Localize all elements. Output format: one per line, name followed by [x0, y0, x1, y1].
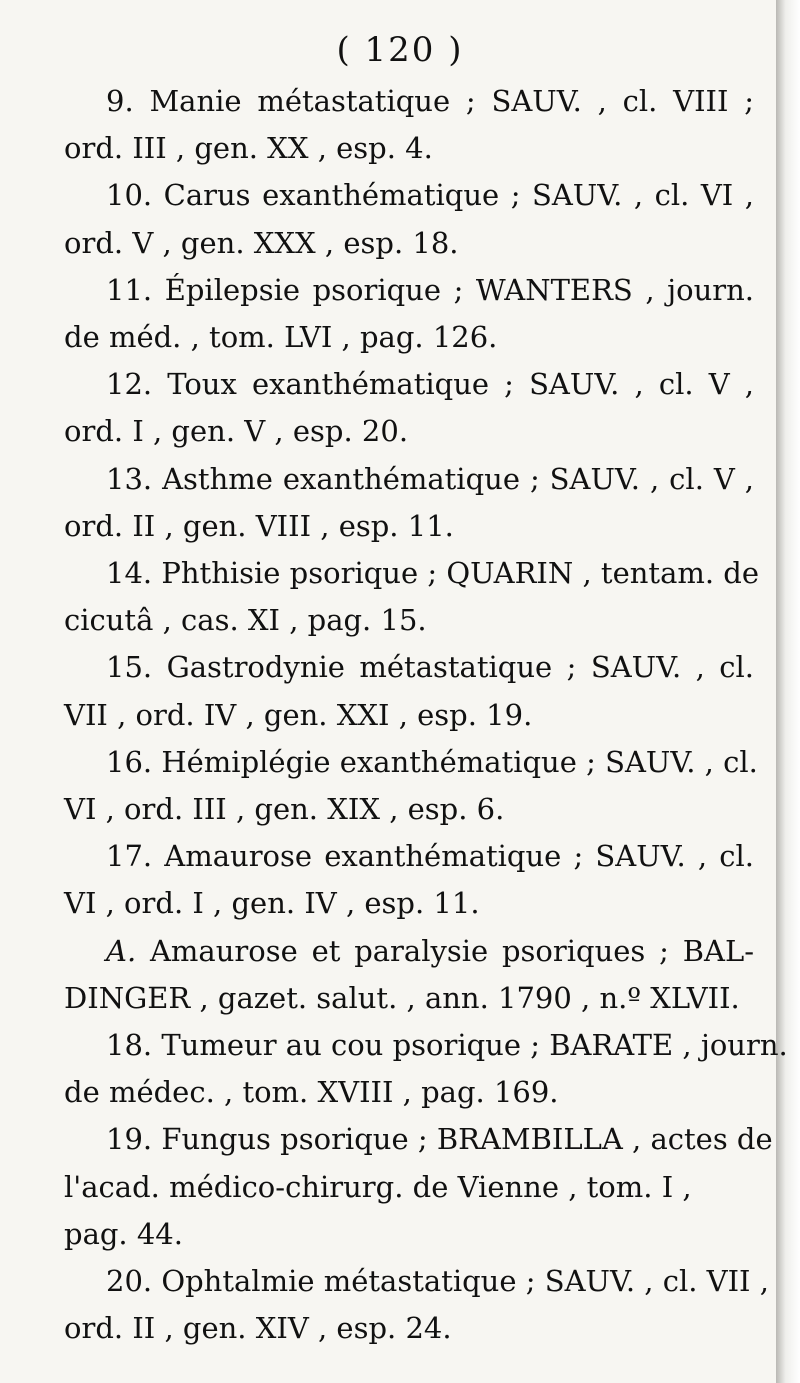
- entry-first-line: [64, 78, 754, 125]
- entry-text: Gastrodynie métastatique ; SAUV. , cl.: [166, 650, 755, 685]
- entry-first-line: [64, 172, 754, 219]
- entry-continuation: DINGER , gazet. salut. , ann. 1790 , n.º XLVII.: [64, 980, 740, 1015]
- entry-10: [64, 172, 754, 266]
- entry-18: [64, 1022, 788, 1116]
- page-number: ( 120 ): [336, 30, 464, 70]
- entry-number: 10.: [106, 178, 153, 213]
- entry-20: [64, 1258, 769, 1352]
- entry-text: Carus exanthématique ; SAUV. , cl. VI ,: [163, 178, 754, 213]
- entry-continuation: cicutâ , cas. XI , pag. 15.: [64, 603, 427, 638]
- entry-number: 18.: [106, 1028, 153, 1063]
- entry-text: Fungus psorique ; BRAMBILLA , actes de: [161, 1122, 773, 1157]
- entry-text: Toux exanthématique ; SAUV. , cl. V ,: [167, 367, 755, 402]
- entry-first-line: [64, 739, 758, 786]
- entry-text: Amaurose et paralysie psoriques ; BAL-: [149, 933, 755, 968]
- entry-16: [64, 739, 758, 833]
- entry-9: [64, 78, 754, 172]
- entry-first-line: [64, 361, 754, 408]
- entry-continuation: de médec. , tom. XVIII , pag. 169.: [64, 1075, 559, 1110]
- text-block: [64, 78, 788, 1352]
- entry-first-line: [64, 833, 754, 880]
- entry-number: 20.: [106, 1264, 153, 1299]
- entry-15: [64, 644, 754, 738]
- entry-first-line: [64, 550, 760, 597]
- entry-first-line: [64, 1022, 788, 1069]
- entry-continuation: pag. 44.: [64, 1216, 183, 1251]
- page-edge: [776, 0, 800, 1383]
- entry-continuation: VI , ord. III , gen. XIX , esp. 6.: [64, 792, 505, 827]
- entry-text: Hémiplégie exanthématique ; SAUV. , cl.: [161, 744, 758, 779]
- entry-text: Amaurose exanthématique ; SAUV. , cl.: [164, 839, 754, 874]
- entry-continuation: l'acad. médico-chirurg. de Vienne , tom. I ,: [64, 1169, 692, 1204]
- entry-text: Tumeur au cou psorique ; BARATE , journ.: [161, 1028, 788, 1063]
- entry-11: [64, 267, 754, 361]
- entry-number: 9.: [106, 84, 134, 118]
- entry-continuation: ord. II , gen. VIII , esp. 11.: [64, 508, 454, 543]
- entry-text: Asthme exanthématique ; SAUV. , cl. V ,: [162, 461, 754, 496]
- entry-continuation: ord. III , gen. XX , esp. 4.: [64, 131, 433, 166]
- entry-13: [64, 456, 754, 550]
- entry-text: Manie métastatique ; SAUV. , cl. VIII ;: [149, 84, 754, 118]
- entry-continuation: ord. II , gen. XIV , esp. 24.: [64, 1311, 452, 1346]
- entry-continuation: VI , ord. I , gen. IV , esp. 11.: [64, 886, 480, 921]
- entry-continuation: de méd. , tom. LVI , pag. 126.: [64, 320, 498, 355]
- entry-first-line: [64, 1258, 769, 1305]
- entry-number: 16.: [106, 744, 153, 779]
- entry-number: 13.: [106, 461, 153, 496]
- entry-text: Ophtalmie métastatique ; SAUV. , cl. VII ,: [161, 1264, 769, 1299]
- entry-continuation: ord. I , gen. V , esp. 20.: [64, 414, 409, 449]
- entry-19: [64, 1116, 773, 1258]
- entry-number: A.: [106, 933, 137, 968]
- entry-first-line: [64, 456, 754, 503]
- entry-first-line: [64, 644, 754, 691]
- entry-number: 19.: [106, 1122, 153, 1157]
- entry-number: 11.: [106, 272, 153, 307]
- entry-continuation: VII , ord. IV , gen. XXI , esp. 19.: [64, 697, 533, 732]
- entry-first-line: [64, 267, 754, 314]
- entry-12: [64, 361, 754, 455]
- entry-number: 12.: [106, 367, 153, 402]
- entry-17: [64, 833, 754, 927]
- entry-number: 14.: [106, 556, 153, 591]
- entry-a: [64, 928, 754, 1022]
- entry-number: 17.: [106, 839, 153, 874]
- entry-number: 15.: [106, 650, 153, 685]
- entry-first-line: [64, 928, 754, 975]
- entry-text: Phthisie psorique ; QUARIN , tentam. de: [161, 556, 760, 591]
- entry-first-line: [64, 1116, 773, 1163]
- entry-text: Épilepsie psorique ; WANTERS , journ.: [164, 272, 755, 307]
- entry-continuation: ord. V , gen. XXX , esp. 18.: [64, 225, 459, 260]
- entry-14: [64, 550, 760, 644]
